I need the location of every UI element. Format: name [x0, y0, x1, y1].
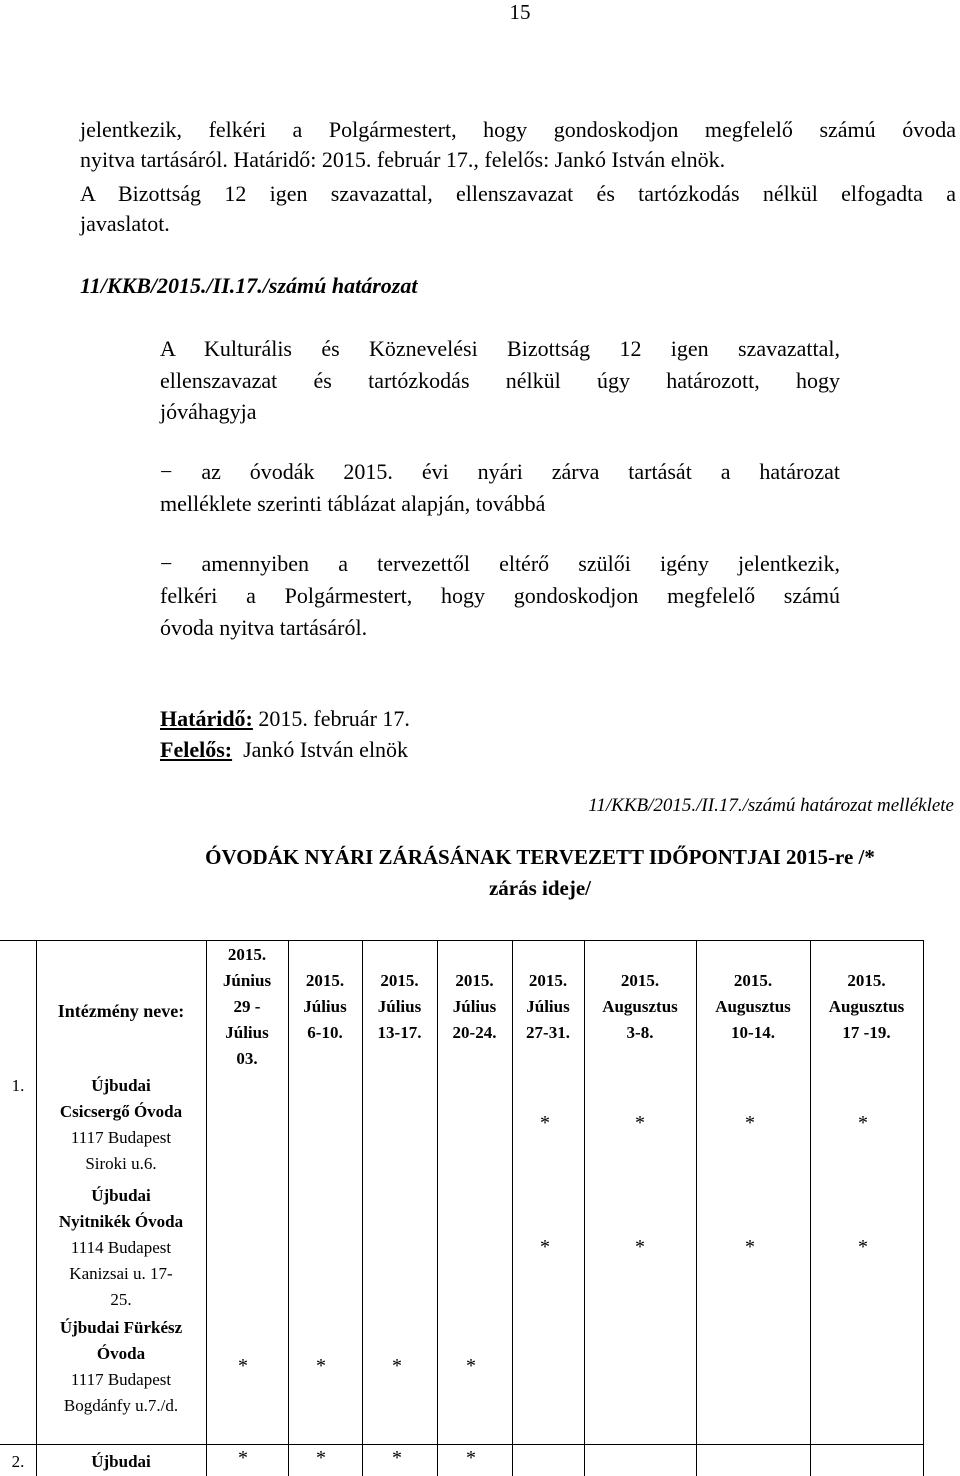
table-rule [0, 1444, 924, 1445]
table-rule [923, 940, 924, 1476]
intro-line-4: javaslatot. [80, 211, 170, 236]
deadline-label: Határidő: [160, 706, 253, 731]
table-border-top [0, 940, 924, 941]
resolution-title [80, 272, 417, 300]
deadline-value: 2015. február 17. [258, 706, 410, 731]
institution-nyitnikek: Újbudai Nyitnikék Óvoda 1114 Budapest Kanizsai u. 17- 25. [58, 1186, 184, 1309]
column-header-2: 2015. Július 6-10. [303, 971, 347, 1042]
deadline [160, 705, 410, 733]
resolution-item1-line-1: − az óvodák 2015. évi nyári zárva tartását a határozat [160, 459, 840, 484]
resolution-body-line-3: jóváhagyja [160, 399, 257, 424]
page-number: 15 [509, 0, 531, 24]
column-header-6: 2015. Augusztus 3-8. [602, 971, 678, 1042]
resolution-title-suffix: /számú határozat [262, 273, 418, 298]
responsible-label: Felelős: [160, 737, 233, 762]
column-header-5: 2015. Július 27-31. [526, 971, 570, 1042]
column-header-1: 2015. Június 29 - Július 03. [222, 945, 272, 1068]
intro-line-3: A Bizottság 12 igen szavazattal, ellenszavazat és tartózkodás nélkül elfogadta a [80, 181, 956, 206]
institution-ujbudai-2: Újbudai [91, 1452, 151, 1471]
resolution-item2-line-3: óvoda nyitva tartásáról. [160, 615, 368, 640]
column-header-7: 2015. Augusztus 10-14. [715, 971, 791, 1042]
column-header-4: 2015. Július 20-24. [452, 971, 497, 1042]
column-header-3: 2015. Július 13-17. [377, 971, 422, 1042]
column-header-8: 2015. Augusztus 17 -19. [828, 971, 905, 1042]
resolution-item1-line-2: melléklete szerinti táblázat alapján, továbbá [160, 491, 546, 516]
resolution-body-line-2: ellenszavazat és tartózkodás nélkül úgy határozott, hogy [160, 368, 840, 393]
resolution-number: 11/KKB/2015./II.17. [80, 273, 263, 298]
annex-title-line-1: ÓVODÁK NYÁRI ZÁRÁSÁNAK TERVEZETT IDŐPONTJAI 2015-re /* [205, 845, 875, 869]
annex-reference: 11/KKB/2015./II.17./számú határozat melléklete [588, 795, 954, 816]
responsible-value: Jankó István elnök [243, 737, 409, 762]
annex-title-line-2: zárás ideje/ [488, 876, 592, 900]
resolution-body-line-1: A Kulturális és Köznevelési Bizottság 12 igen szavazattal, [160, 336, 840, 361]
responsible [160, 736, 408, 764]
resolution-item2-line-1: − amennyiben a tervezettől eltérő szülői igény jelentkezik, [160, 551, 840, 576]
institution-csicsergo: Újbudai Csicsergő Óvoda 1117 Budapest Siroki u.6. [59, 1076, 183, 1173]
intro-line-1: jelentkezik, felkéri a Polgármestert, hogy gondoskodjon megfelelő számú óvoda [80, 117, 956, 142]
intro-line-2: nyitva tartásáról. Határidő: 2015. február 17., felelős: Jankó István elnök. [80, 147, 726, 172]
group-number-2: 2. [11, 1452, 25, 1471]
group-number-1: 1. [11, 1076, 25, 1095]
institution-header: Intézmény neve: [57, 1001, 185, 1021]
institution-furkesz: Újbudai Fürkész Óvoda 1117 Budapest Bogdánfy u.7./d. [59, 1318, 183, 1415]
resolution-item2-line-2: felkéri a Polgármestert, hogy gondoskodjon megfelelő számú [160, 583, 840, 608]
